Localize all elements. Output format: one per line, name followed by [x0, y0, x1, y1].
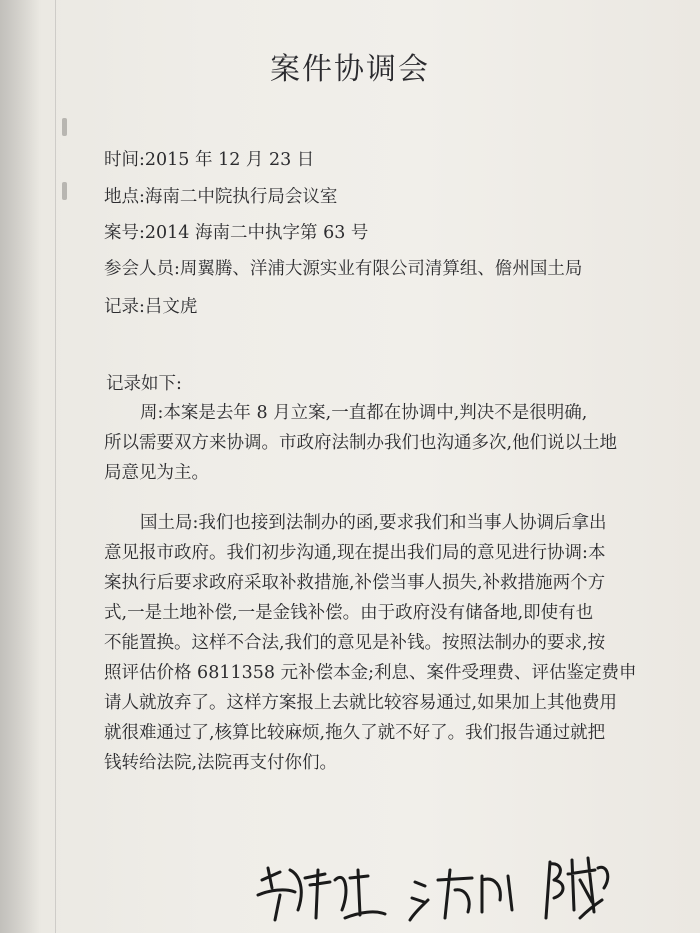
field-label: 参会人员:: [104, 259, 180, 279]
paragraph-line: 请人就放弃了。这样方案报上去就比较容易通过,如果加上其他费用: [104, 693, 618, 713]
paragraph-line: 案执行后要求政府采取补救措施,补偿当事人损失,补救措施两个方: [104, 573, 606, 593]
field-label: 时间:: [104, 150, 145, 170]
paragraph-line: 就很难通过了,核算比较麻烦,拖久了就不好了。我们报告通过就把: [104, 723, 606, 743]
document-title: 案件协调会: [270, 52, 430, 87]
signatures: [250, 840, 650, 933]
field-location: [104, 183, 337, 208]
punch-hole: [62, 182, 67, 200]
paragraph-line: 局意见为主。: [104, 463, 209, 483]
field-value: 海南二中院执行局会议室: [144, 187, 338, 207]
paragraph-line: 钱转给法院,法院再支付你们。: [104, 753, 338, 773]
field-time: [104, 146, 314, 171]
handwritten-signature: [410, 870, 512, 920]
punch-hole: [62, 118, 67, 136]
record-heading: 记录如下:: [106, 374, 182, 394]
paragraph-line: 国土局:我们也接到法制办的函,要求我们和当事人协调后拿出: [140, 513, 607, 533]
paragraph-line: 周:本案是去年 8 月立案,一直都在协调中,判决不是很明确,: [140, 403, 588, 423]
field-value: 2014 海南二中执字第 63 号: [144, 223, 369, 243]
paragraph-zhou: [104, 398, 617, 488]
paragraph-line: 不能置换。这样不合法,我们的意见是补钱。按照法制办的要求,按: [104, 633, 606, 653]
field-label: 地点:: [104, 187, 145, 207]
paragraph-land-bureau: [104, 508, 636, 778]
paragraph-line: 意见报市政府。我们初步沟通,现在提出我们局的意见进行协调:本: [104, 543, 606, 563]
paragraph-line: 照评估价格 6811358 元补偿本金;利息、案件受理费、评估鉴定费申: [104, 663, 637, 683]
field-value: 周翼腾、洋浦大源实业有限公司清算组、儋州国土局: [179, 259, 583, 279]
field-attendees: [104, 255, 582, 280]
page-shadow: [0, 0, 40, 933]
field-case-number: [104, 219, 368, 244]
fold-line: [55, 0, 56, 933]
field-label: 案号:: [104, 223, 145, 243]
field-value: 2015 年 12 月 23 日: [144, 150, 315, 170]
field-recorder: [104, 293, 197, 318]
field-label: 记录:: [104, 297, 145, 317]
paragraph-line: 式,一是土地补偿,一是金钱补偿。由于政府没有储备地,即使有也: [104, 603, 594, 623]
handwritten-signature: [258, 868, 385, 920]
paragraph-line: 所以需要双方来协调。市政府法制办我们也沟通多次,他们说以土地: [104, 433, 618, 453]
handwritten-signature: [546, 858, 608, 918]
field-value: 吕文虎: [144, 297, 198, 317]
